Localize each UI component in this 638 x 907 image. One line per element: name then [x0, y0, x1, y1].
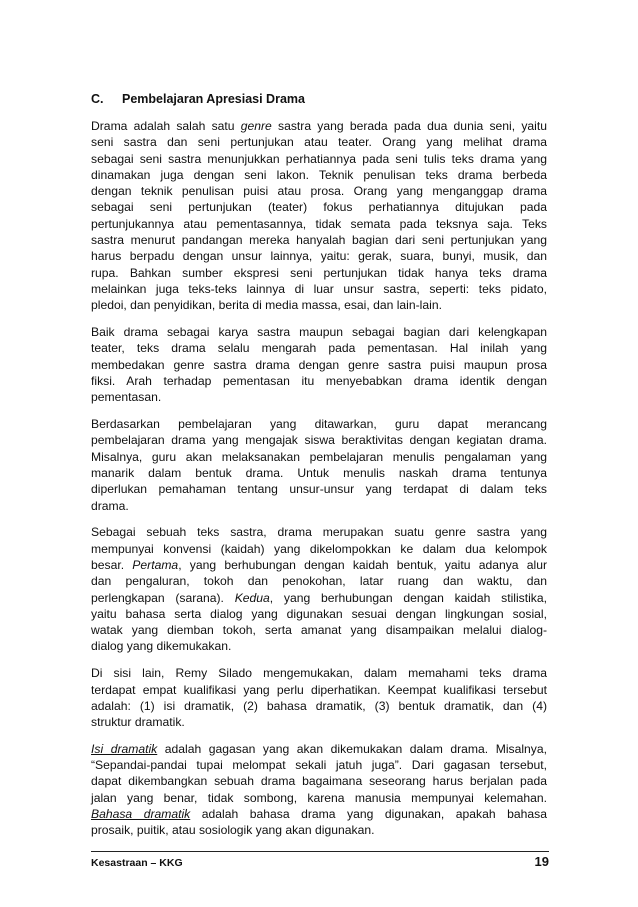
page-number: 19: [534, 854, 549, 869]
text-line: mempunyai konvensi (kaidah) yang dikelompokkan ke dalam dua kelompok: [91, 541, 547, 556]
emphasized-term: Isi dramatik: [91, 741, 158, 756]
paragraph: [91, 324, 547, 405]
text-line: rupa. Bahkan sumber ekspresi seni pertunjukan tidak hanya teks drama: [91, 265, 547, 280]
text-line: yaitu bahasa serta dialog yang digunakan sesuai dengan lingkungan sosial,: [91, 606, 547, 621]
text-line: Sebagai sebuah teks sastra, drama merupakan suatu genre sastra yang: [91, 525, 547, 540]
text-line: Di sisi lain, Remy Silado mengemukakan, dalam memahami teks drama: [91, 666, 547, 681]
text-line: struktur dramatik.: [91, 715, 185, 730]
text-line: seni sastra dan seni pertunjukan atau teater. Orang yang melihat drama: [91, 135, 547, 150]
text-line: besar. Pertama, yang berhubungan dengan kaidah bentuk, yaitu adanya alur: [91, 557, 547, 572]
text-line: sastra menurut pandangan mereka hanyalah bagian dari seni pertunjukan yang: [91, 233, 547, 248]
text-line: fiksi. Arah terhadap pementasan itu menyebabkan drama identik dengan: [91, 373, 547, 388]
section-heading: [91, 92, 305, 106]
text-line: Bahasa dramatik adalah bahasa drama yang digunakan, apakah bahasa: [91, 807, 547, 822]
text-line: dapat dikembangkan sebuah drama bagaimana seseorang harus berjalan pada: [91, 774, 547, 789]
text-line: Baik drama sebagai karya sastra maupun sebagai bagian dari kelengkapan: [91, 325, 547, 340]
text-line: melainkan juga teks-teks lainnya di luar unsur sastra, seperti: teks pidato,: [91, 281, 547, 296]
emphasized-term: genre: [240, 119, 272, 133]
footer-title: Kesastraan – KKG: [91, 857, 183, 869]
paragraph: [91, 665, 547, 730]
text-line: pledoi, dan penyidikan, berita di media massa, esai, dan lain-lain.: [91, 298, 442, 313]
section-number: C.: [91, 92, 104, 106]
text-line: perlengkapan (sarana). Kedua, yang berhubungan dengan kaidah stilistika,: [91, 590, 548, 605]
paragraph-gap: [91, 406, 547, 417]
text-line: Misalnya, guru akan melaksanakan pembelajaran menulis pengalaman yang: [91, 449, 547, 464]
text-line: Berdasarkan pembelajaran yang ditawarkan, guru dapat merancang: [91, 417, 547, 432]
text-line: Isi dramatik adalah gagasan yang akan dikemukakan dalam drama. Misalnya,: [91, 741, 547, 756]
emphasized-term: Bahasa dramatik: [91, 807, 191, 822]
paragraph: [91, 524, 547, 654]
text-line: prosaik, puitik, atau sosiologik yang akan digunakan.: [91, 823, 375, 838]
paragraph: [91, 416, 547, 514]
text-line: dinamakan juga dengan seni lakon. Teknik penulisan teks drama berbeda: [91, 167, 547, 182]
text-line: sebagai seni sastra menunjukkan perhatiannya pada seni tulis teks drama yang: [91, 151, 547, 166]
text-line: pertunjukannya atau pementasannya, tidak semata pada teksnya saja. Teks: [91, 216, 547, 231]
footer-divider: [91, 851, 549, 852]
text-line: pementasan.: [91, 390, 162, 405]
emphasized-term: Pertama: [132, 557, 179, 572]
paragraph: [91, 741, 547, 839]
text-line: dengan teknik penulisan puisi atau prosa. Orang yang menganggap drama: [91, 184, 547, 199]
text-line: jalan yang benar, tidak sombong, karena manusia mempunyai kelemahan.: [91, 790, 547, 805]
section-title: Pembelajaran Apresiasi Drama: [122, 92, 305, 106]
text-line: dialog yang dikemukakan.: [91, 639, 232, 654]
paragraph-gap: [91, 514, 547, 525]
text-line: terdapat empat kualifikasi yang perlu diperhatikan. Keempat kualifikasi tersebut: [91, 682, 547, 697]
paragraph-gap: [91, 655, 547, 666]
text-line: diperlukan pemahaman tentang unsur-unsur yang terdapat di dalam teks: [91, 482, 547, 497]
text-line: manarik dalam bentuk drama. Untuk menulis naskah drama tentunya: [91, 465, 547, 480]
paragraph-gap: [91, 314, 547, 325]
text-line: teater, teks drama selalu mengarah pada pementasan. Hal inilah yang: [91, 341, 547, 356]
text-line: dan pengaluran, tokoh dan penokohan, latar ruang dan waktu, dan: [91, 574, 547, 589]
text-line: “Sepandai-pandai tupai melompat sekali jatuh juga”. Dari gagasan tersebut,: [91, 758, 547, 773]
emphasized-term: Kedua: [234, 590, 270, 605]
text-line: pembelajaran drama yang mengajak siswa beraktivitas dengan kegiatan drama.: [91, 433, 547, 448]
text-line: membedakan genre sastra drama dengan genre sastra puisi maupun prosa: [91, 357, 547, 372]
text-line: drama.: [91, 498, 129, 513]
paragraph: [91, 118, 547, 314]
body-text: [91, 118, 547, 839]
text-line: watak yang diemban tokoh, serta amanat yang disampaikan melalui dialog-: [91, 623, 547, 638]
text-line: Drama adalah salah satu genre sastra yang berada pada dua dunia seni, yaitu: [91, 119, 547, 133]
text-line: sebagai seni pertunjukan (teater) fokus perhatiannya ditujukan pada: [91, 200, 547, 215]
text-line: harus berpadu dengan unsur lainnya, yaitu: gerak, suara, bunyi, musik, dan: [91, 249, 547, 264]
paragraph-gap: [91, 730, 547, 741]
text-line: adalah: (1) isi dramatik, (2) bahasa dramatik, (3) bentuk dramatik, dan (4): [91, 698, 547, 713]
